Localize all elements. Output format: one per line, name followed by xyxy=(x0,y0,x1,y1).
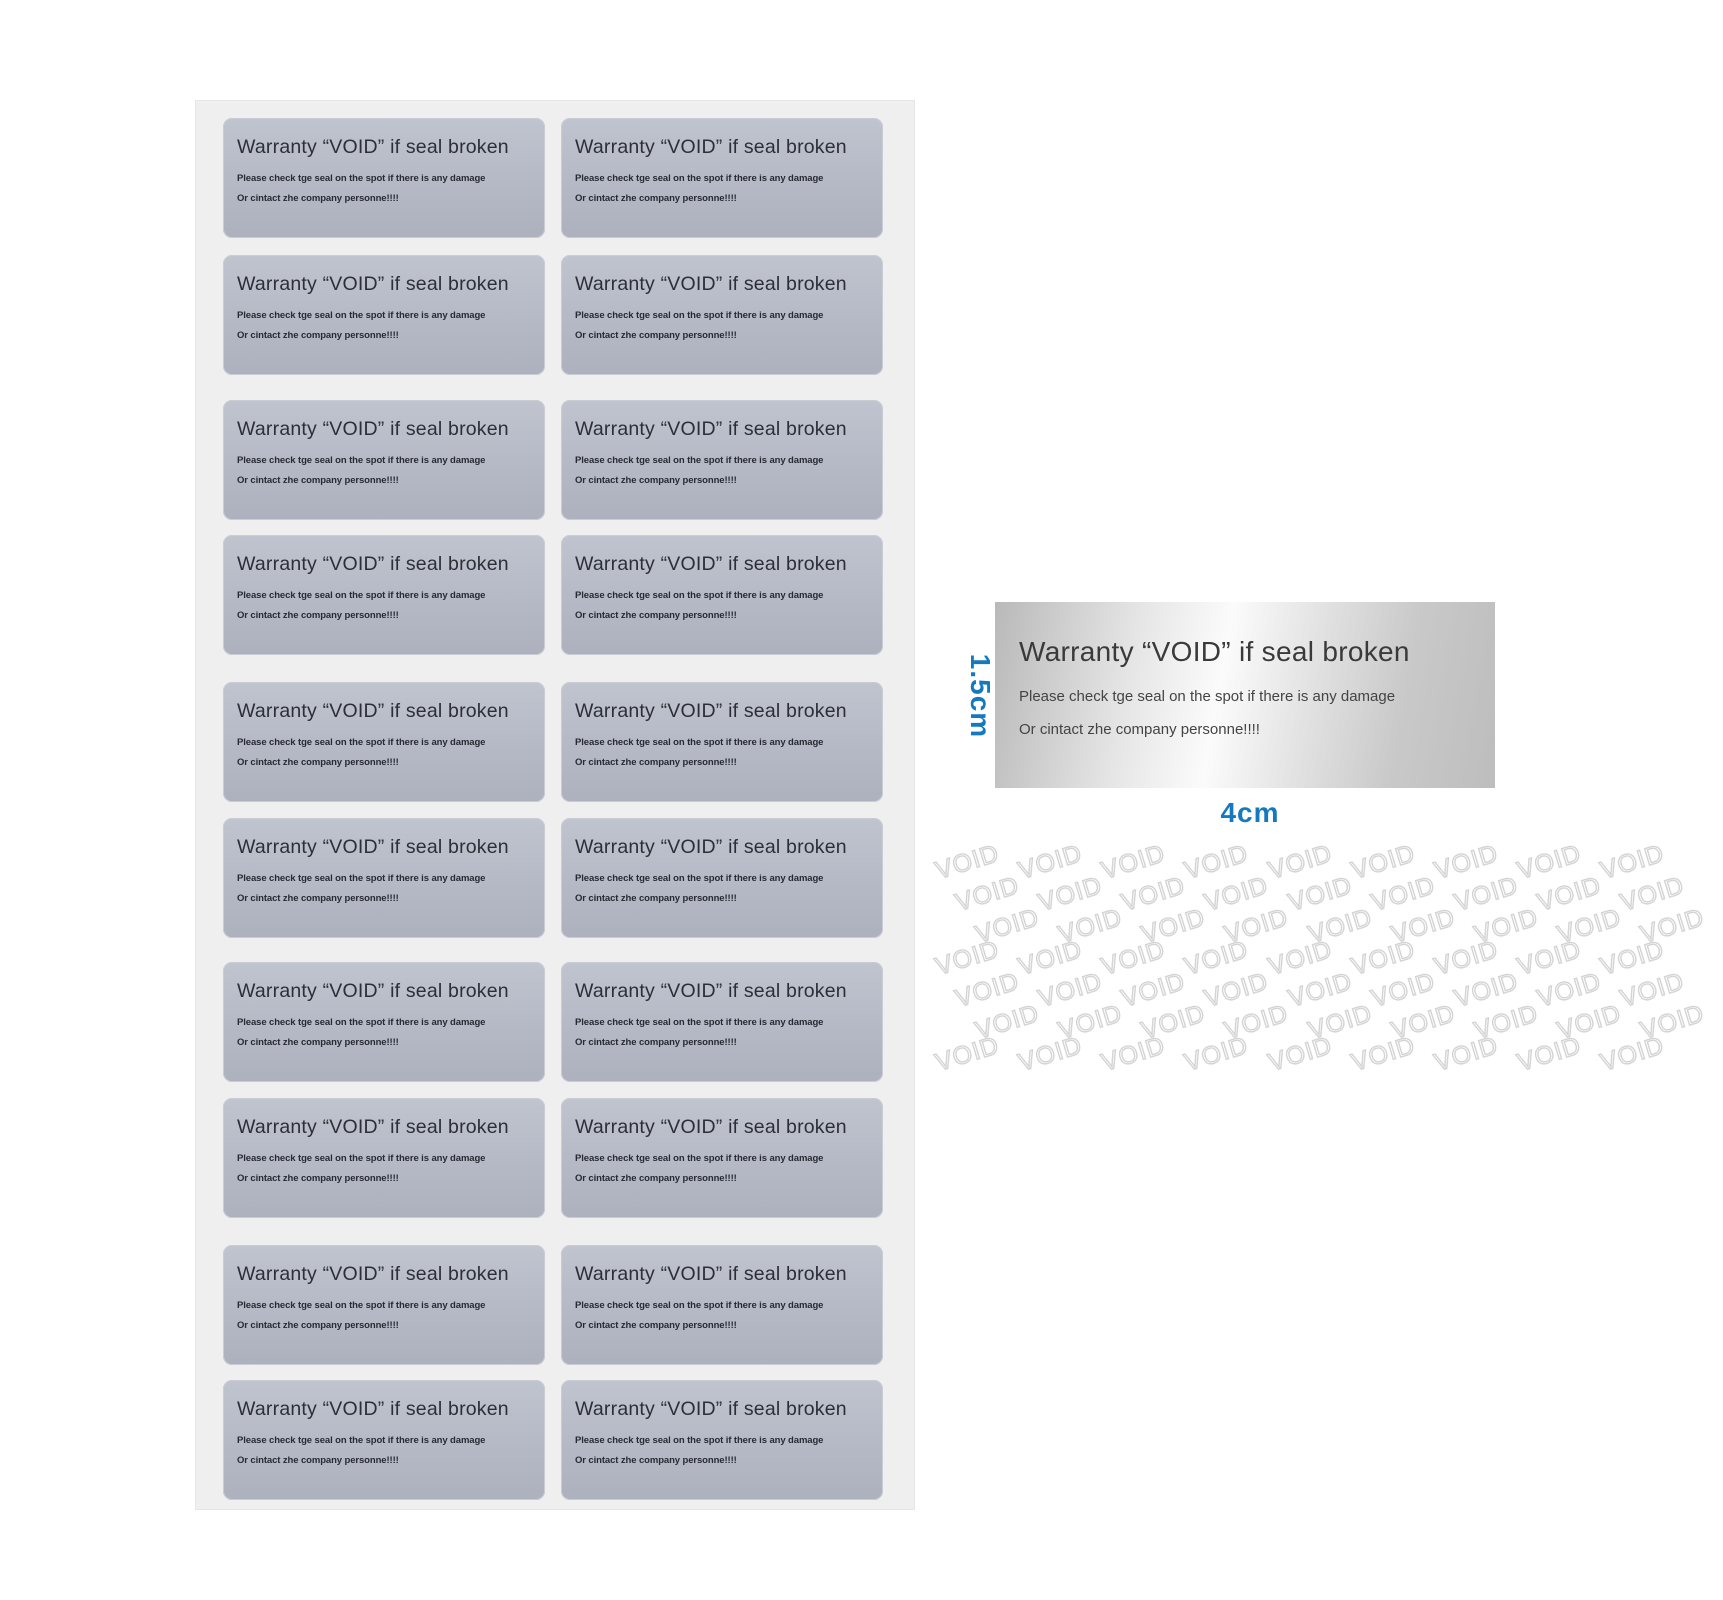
void-word: VOID xyxy=(1264,839,1336,885)
void-word: VOID xyxy=(1470,999,1542,1045)
void-word: VOID xyxy=(1450,967,1522,1013)
warranty-label-line1: Please check tge seal on the spot if there is any damage xyxy=(575,873,824,884)
warranty-label-line2: Or cintact zhe company personne!!!! xyxy=(237,193,399,204)
warranty-label-line2: Or cintact zhe company personne!!!! xyxy=(237,893,399,904)
void-word: VOID xyxy=(1138,903,1209,949)
warranty-label-line2: Or cintact zhe company personne!!!! xyxy=(237,330,399,341)
warranty-label-title: Warranty “VOID” if seal broken xyxy=(237,1263,509,1285)
warranty-label-title: Warranty “VOID” if seal broken xyxy=(575,1263,847,1285)
warranty-label-title: Warranty “VOID” if seal broken xyxy=(575,418,847,440)
warranty-label-title: Warranty “VOID” if seal broken xyxy=(237,418,509,440)
void-word: VOID xyxy=(952,871,1023,917)
warranty-label-title: Warranty “VOID” if seal broken xyxy=(575,700,847,722)
warranty-label-line2: Or cintact zhe company personne!!!! xyxy=(237,1037,399,1048)
warranty-label-title: Warranty “VOID” if seal broken xyxy=(575,836,847,858)
void-word: VOID xyxy=(1597,935,1668,981)
warranty-label-line1: Please check tge seal on the spot if there is any damage xyxy=(237,1300,486,1311)
warranty-label-line2: Or cintact zhe company personne!!!! xyxy=(575,757,737,768)
void-word: VOID xyxy=(1514,1031,1585,1077)
warranty-label xyxy=(561,1098,883,1218)
void-word: VOID xyxy=(1617,967,1688,1013)
warranty-label-title: Warranty “VOID” if seal broken xyxy=(575,273,847,295)
warranty-label xyxy=(223,535,545,655)
warranty-label-line2: Or cintact zhe company personne!!!! xyxy=(575,893,737,904)
warranty-label-line1: Please check tge seal on the spot if there is any damage xyxy=(237,455,486,466)
warranty-label-line2: Or cintact zhe company personne!!!! xyxy=(575,1320,737,1331)
warranty-label-line1: Please check tge seal on the spot if there is any damage xyxy=(237,310,486,321)
void-word: VOID xyxy=(1035,967,1106,1013)
void-word: VOID xyxy=(1367,871,1439,917)
warranty-label xyxy=(223,1098,545,1218)
void-word: VOID xyxy=(1304,903,1376,949)
void-word: VOID xyxy=(1138,999,1209,1045)
void-word: VOID xyxy=(1617,871,1688,917)
warranty-label-line2: Or cintact zhe company personne!!!! xyxy=(575,475,737,486)
void-word: VOID xyxy=(1534,967,1605,1013)
void-word: VOID xyxy=(1055,999,1126,1045)
void-word: VOID xyxy=(1098,839,1169,885)
void-word: VOID xyxy=(972,903,1043,949)
void-word: VOID xyxy=(952,967,1023,1013)
warranty-label xyxy=(223,118,545,238)
warranty-label-line1: Please check tge seal on the spot if there is any damage xyxy=(237,173,486,184)
warranty-label-title: Warranty “VOID” if seal broken xyxy=(575,1398,847,1420)
warranty-label-line1: Please check tge seal on the spot if there is any damage xyxy=(237,590,486,601)
warranty-label-line1: Please check tge seal on the spot if there is any damage xyxy=(575,173,824,184)
warranty-label-line2: Or cintact zhe company personne!!!! xyxy=(237,610,399,621)
warranty-label xyxy=(561,118,883,238)
warranty-label xyxy=(223,1245,545,1365)
void-pattern-row xyxy=(952,967,1703,1013)
warranty-label-title: Warranty “VOID” if seal broken xyxy=(575,1116,847,1138)
void-word: VOID xyxy=(1637,999,1708,1045)
void-pattern-row xyxy=(952,871,1703,917)
warranty-label xyxy=(223,818,545,938)
warranty-label-title: Warranty “VOID” if seal broken xyxy=(237,1116,509,1138)
void-word: VOID xyxy=(1284,871,1356,917)
void-word: VOID xyxy=(972,999,1043,1045)
warranty-label xyxy=(561,1245,883,1365)
warranty-label-title: Warranty “VOID” if seal broken xyxy=(237,836,509,858)
warranty-label-line2: Or cintact zhe company personne!!!! xyxy=(237,1320,399,1331)
void-word: VOID xyxy=(1055,903,1126,949)
void-word: VOID xyxy=(1015,935,1086,981)
warranty-label xyxy=(223,400,545,520)
warranty-label xyxy=(561,682,883,802)
void-word: VOID xyxy=(1098,935,1169,981)
void-word: VOID xyxy=(1450,871,1522,917)
height-dimension-label: 1.5cm xyxy=(965,653,996,739)
warranty-label-title: Warranty “VOID” if seal broken xyxy=(575,553,847,575)
void-word: VOID xyxy=(1304,999,1376,1045)
void-word: VOID xyxy=(932,935,1003,981)
void-word: VOID xyxy=(1347,1031,1419,1077)
warranty-label xyxy=(561,1380,883,1500)
sticker-sheet xyxy=(195,100,915,1510)
warranty-label-line1: Please check tge seal on the spot if there is any damage xyxy=(575,310,824,321)
void-pattern-row xyxy=(972,903,1723,949)
void-word: VOID xyxy=(1221,903,1293,949)
void-word: VOID xyxy=(1118,967,1189,1013)
void-word: VOID xyxy=(932,1031,1003,1077)
void-word: VOID xyxy=(1264,1031,1336,1077)
warranty-label-title: Warranty “VOID” if seal broken xyxy=(237,1398,509,1420)
void-word: VOID xyxy=(1554,999,1625,1045)
warranty-label xyxy=(223,682,545,802)
void-word: VOID xyxy=(1554,903,1625,949)
width-dimension-label: 4cm xyxy=(1220,797,1280,828)
void-word: VOID xyxy=(1035,871,1106,917)
warranty-label-line1: Please check tge seal on the spot if there is any damage xyxy=(575,1017,824,1028)
void-word: VOID xyxy=(1201,871,1273,917)
warranty-label xyxy=(223,962,545,1082)
void-word: VOID xyxy=(1514,839,1585,885)
void-word: VOID xyxy=(1201,967,1273,1013)
void-pattern-row xyxy=(932,839,1683,885)
warranty-label-line2: Or cintact zhe company personne!!!! xyxy=(575,1173,737,1184)
warranty-label-line2: Or cintact zhe company personne!!!! xyxy=(575,610,737,621)
warranty-label-line1: Please check tge seal on the spot if there is any damage xyxy=(237,1435,486,1446)
void-word: VOID xyxy=(1015,1031,1086,1077)
warranty-label-title: Warranty “VOID” if seal broken xyxy=(575,980,847,1002)
warranty-label-line2: Or cintact zhe company personne!!!! xyxy=(237,475,399,486)
void-word: VOID xyxy=(1118,871,1189,917)
warranty-label-line1: Please check tge seal on the spot if there is any damage xyxy=(237,1017,486,1028)
warranty-label-line1: Please check tge seal on the spot if there is any damage xyxy=(575,455,824,466)
warranty-label-line1: Please check tge seal on the spot if there is any damage xyxy=(575,737,824,748)
sample-label xyxy=(995,602,1495,788)
void-word: VOID xyxy=(1430,839,1502,885)
void-word: VOID xyxy=(1015,839,1086,885)
void-word: VOID xyxy=(1387,903,1459,949)
void-residue-pattern xyxy=(932,839,1708,1077)
void-pattern-row xyxy=(932,1031,1683,1077)
warranty-label-line2: Or cintact zhe company personne!!!! xyxy=(575,1037,737,1048)
void-word: VOID xyxy=(1098,1031,1169,1077)
warranty-label-line2: Or cintact zhe company personne!!!! xyxy=(575,1455,737,1466)
warranty-label-line1: Please check tge seal on the spot if there is any damage xyxy=(237,1153,486,1164)
warranty-label-title: Warranty “VOID” if seal broken xyxy=(237,700,509,722)
warranty-label xyxy=(561,818,883,938)
warranty-label xyxy=(561,400,883,520)
warranty-label-line2: Or cintact zhe company personne!!!! xyxy=(237,1173,399,1184)
void-word: VOID xyxy=(1284,967,1356,1013)
void-word: VOID xyxy=(1597,1031,1668,1077)
warranty-label-line1: Please check tge seal on the spot if there is any damage xyxy=(575,590,824,601)
void-word: VOID xyxy=(932,839,1003,885)
warranty-label-line2: Or cintact zhe company personne!!!! xyxy=(237,757,399,768)
warranty-label xyxy=(223,255,545,375)
void-word: VOID xyxy=(1597,839,1668,885)
warranty-label-line1: Please check tge seal on the spot if there is any damage xyxy=(237,737,486,748)
warranty-label-title: Warranty “VOID” if seal broken xyxy=(237,980,509,1002)
void-pattern-row xyxy=(972,999,1723,1045)
void-pattern-row xyxy=(932,935,1683,981)
warranty-label-line1: Please check tge seal on the spot if there is any damage xyxy=(237,873,486,884)
warranty-label xyxy=(561,962,883,1082)
warranty-label xyxy=(561,255,883,375)
warranty-label-line1: Please check tge seal on the spot if there is any damage xyxy=(575,1435,824,1446)
void-word: VOID xyxy=(1347,935,1419,981)
void-word: VOID xyxy=(1367,967,1439,1013)
void-word: VOID xyxy=(1221,999,1293,1045)
warranty-label xyxy=(223,1380,545,1500)
void-word: VOID xyxy=(1470,903,1542,949)
void-word: VOID xyxy=(1637,903,1708,949)
warranty-label-title: Warranty “VOID” if seal broken xyxy=(575,136,847,158)
void-word: VOID xyxy=(1430,935,1502,981)
void-word: VOID xyxy=(1387,999,1459,1045)
warranty-label-title: Warranty “VOID” if seal broken xyxy=(237,553,509,575)
warranty-label-title: Warranty “VOID” if seal broken xyxy=(237,273,509,295)
sample-label-title: Warranty “VOID” if seal broken xyxy=(1019,636,1410,667)
void-word: VOID xyxy=(1181,935,1253,981)
void-word: VOID xyxy=(1181,839,1253,885)
warranty-label-line2: Or cintact zhe company personne!!!! xyxy=(575,193,737,204)
warranty-label-line1: Please check tge seal on the spot if there is any damage xyxy=(575,1300,824,1311)
warranty-label-line2: Or cintact zhe company personne!!!! xyxy=(237,1455,399,1466)
void-word: VOID xyxy=(1347,839,1419,885)
void-word: VOID xyxy=(1181,1031,1253,1077)
warranty-label-title: Warranty “VOID” if seal broken xyxy=(237,136,509,158)
void-word: VOID xyxy=(1514,935,1585,981)
warranty-label-line2: Or cintact zhe company personne!!!! xyxy=(575,330,737,341)
void-word: VOID xyxy=(1264,935,1336,981)
warranty-label-line1: Please check tge seal on the spot if there is any damage xyxy=(575,1153,824,1164)
void-word: VOID xyxy=(1430,1031,1502,1077)
void-word: VOID xyxy=(1534,871,1605,917)
warranty-label xyxy=(561,535,883,655)
sample-label-line1: Please check tge seal on the spot if there is any damage xyxy=(1019,688,1396,705)
sample-label-line2: Or cintact zhe company personne!!!! xyxy=(1019,721,1260,738)
